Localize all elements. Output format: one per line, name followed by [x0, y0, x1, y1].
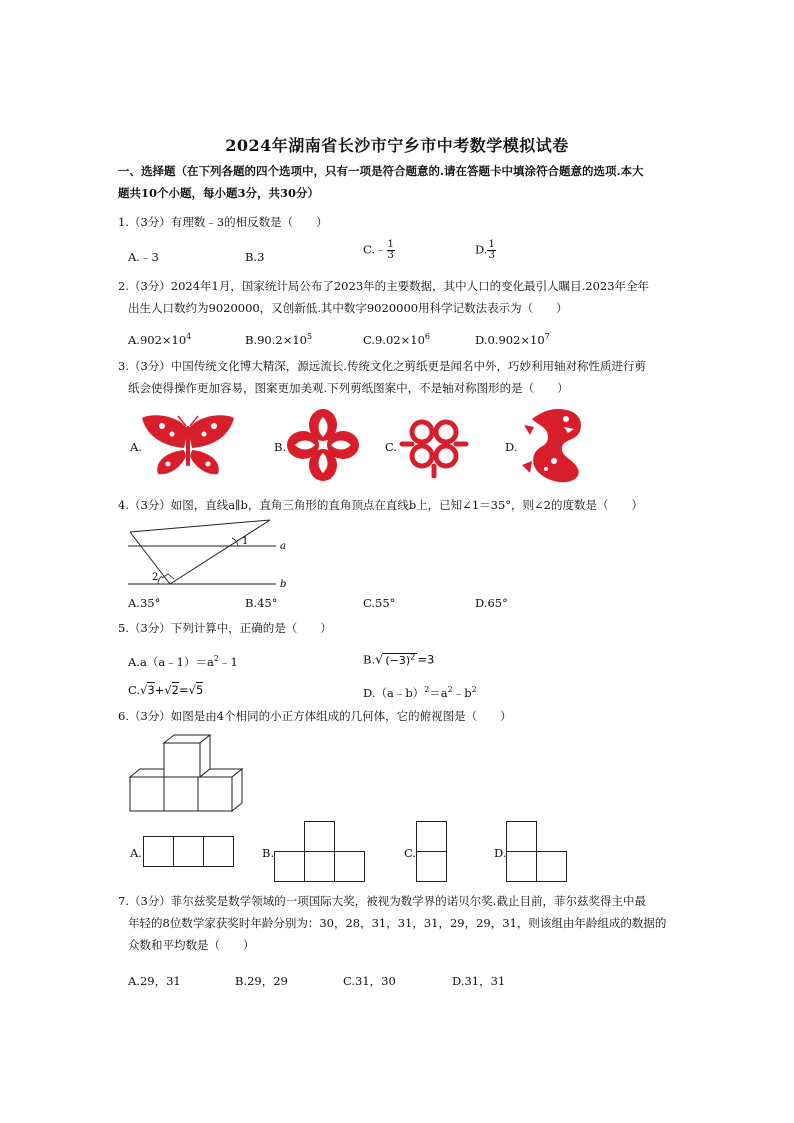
q6-option-b-label: B.: [262, 846, 275, 860]
q1-option-d: D. $\frac{1}{3}$: [475, 239, 495, 261]
question-1-stem: 1.（3分）有理数﹣3的相反数是（ ）: [118, 215, 328, 229]
q4-option-c: C.55°: [363, 596, 396, 610]
q6-option-c-label: C.: [404, 846, 417, 860]
question-6-stem: 6.（3分）如图是由4个相同的小正方体组成的几何体，它的俯视图是（ ）: [118, 709, 512, 723]
q6-cube-solid-figure: [130, 733, 246, 815]
q5-option-b: B.√ $(-3)^2 =3$: [363, 652, 435, 668]
butterfly-papercut-image: [140, 412, 236, 478]
line-b-label: b: [280, 579, 287, 590]
q1-option-c: C.﹣ $\frac{1}{3}$: [363, 239, 394, 261]
q7-option-b: B.29，29: [235, 974, 288, 988]
q5-option-d: $D.(a﹣b)^2=a^2﹣b^2$: [363, 685, 477, 700]
question-5-stem: 5.（3分）下列计算中，正确的是（ ）: [118, 621, 332, 635]
right-triangle: [130, 520, 270, 584]
q3-option-d-label: D.: [505, 440, 518, 454]
q7-option-d: D.31，31: [452, 974, 506, 988]
q4-option-d: D.65°: [475, 596, 508, 610]
question-7-stem: 7.（3分）菲尔兹奖是数学领域的一项国际大奖，被视为数学界的诺贝尔奖.截止目前，菲尔兹奖得主中最 年轻的8位数学家获奖时年龄分别为：30，28，31，31，31，29，29，31，则该组由年龄组成的数据的 众数和平均数是（ ）: [118, 894, 667, 952]
question-4-stem: 4.（3分）如图，直线a∥b，直角三角形的直角顶点在直线b上，已知∠1＝35°，则∠2的度数是（ ）: [118, 498, 643, 512]
q4-parallel-lines-figure: [128, 518, 298, 590]
angle-1-label: 1: [242, 536, 249, 547]
q7-option-a: A.29，31: [128, 974, 181, 988]
q2-option-c: $C.9.02\times 10^6$: [363, 332, 431, 347]
line-a-label: a: [280, 541, 286, 552]
section-heading: 一、选择题（在下列各题的四个选项中，只有一项是符合题意的.请在答题卡中填涂符合题意的选项.本大 题共10个小题，每小题3分，共30分）: [118, 164, 644, 200]
q1-option-a: A.﹣3: [128, 250, 159, 264]
q6-option-c-view: [416, 821, 448, 883]
q1-option-b: B.3: [245, 250, 265, 264]
q4-option-b: B.45°: [245, 596, 278, 610]
q6-option-a-view: [143, 836, 235, 868]
four-petal-papercut-image: [287, 409, 359, 481]
q6-option-d-label: D.: [494, 846, 507, 860]
q5-option-c: C.√3+√2=√5: [128, 683, 204, 697]
dragon-papercut-image: [518, 405, 588, 485]
q2-option-a: $A.902\times 10^4$: [128, 332, 192, 347]
q2-option-d: $D.0.902\times 10^7$: [475, 332, 550, 347]
question-2-stem: 2.（3分）2024年1月，国家统计局公布了2023年的主要数据，其中人口的变化最引人瞩目.2023年全年 出生人口数约为9020000，又创新低.其中数字9020000用科学记数法表示为（ ）: [118, 279, 650, 315]
angle-2-arc: [158, 576, 162, 584]
chinese-knot-papercut-image: [398, 412, 470, 478]
q6-option-a-label: A.: [130, 846, 142, 860]
right-angle-mark: [162, 574, 174, 579]
page-title: 2024年湖南省长沙市宁乡市中考数学模拟试卷: [225, 136, 569, 155]
q3-option-c-label: C.: [385, 440, 398, 454]
q2-option-b: $B.90.2\times 10^5$: [245, 332, 313, 347]
q3-option-a-label: A.: [130, 440, 142, 454]
q6-option-b-view: [274, 821, 366, 883]
q4-option-a: A.35°: [128, 596, 161, 610]
angle-2-label: 2: [152, 572, 159, 583]
q3-option-b-label: B.: [274, 440, 287, 454]
q7-option-c: C.31，30: [343, 974, 396, 988]
q6-option-d-view: [506, 821, 568, 883]
q5-option-a: $A.a(a﹣1)=a^2﹣1$: [128, 654, 238, 669]
question-3-stem: 3.（3分）中国传统文化博大精深，源远流长.传统文化之剪纸更是闻名中外，巧妙利用轴对称性质进行剪 纸会使得操作更加容易，图案更加美观.下列剪纸图案中，不是轴对称图形的是（ ）: [118, 359, 646, 395]
